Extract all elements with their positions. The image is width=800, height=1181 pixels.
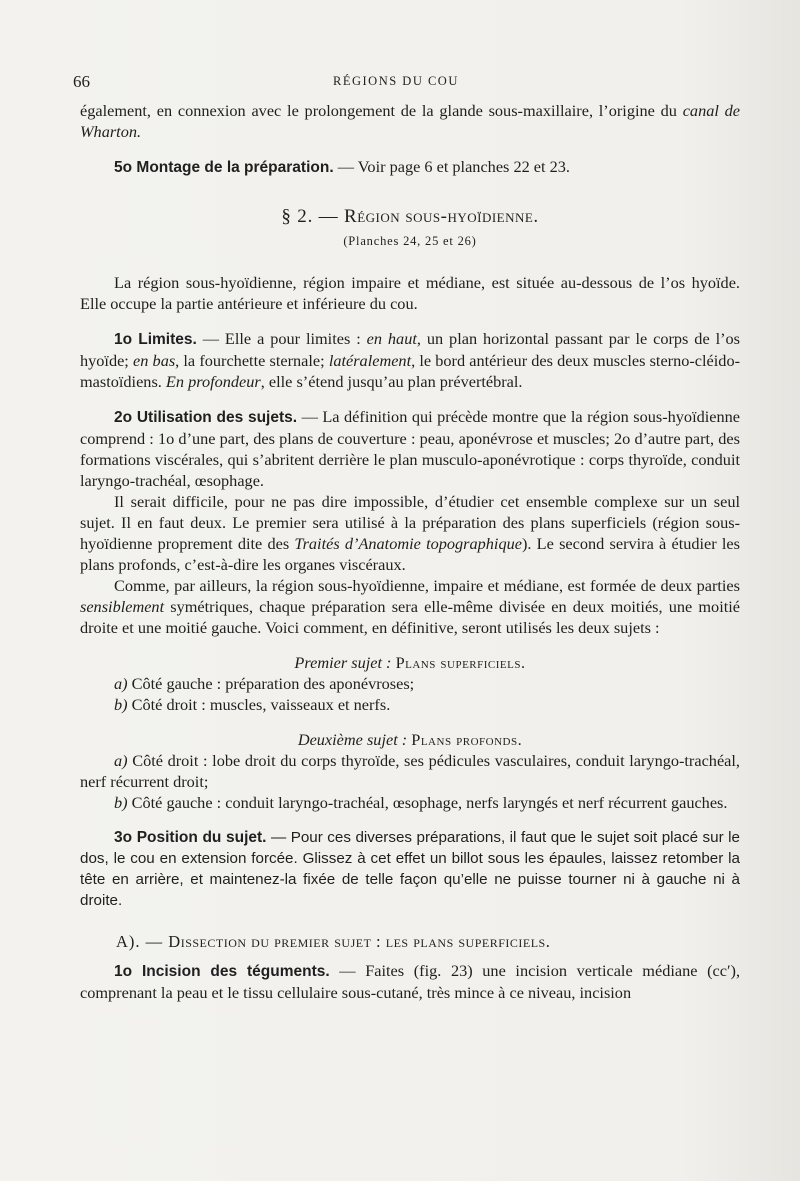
section-2-utilisation: 2o Utilisation des sujets. — La définition qui précède montre que la région sous-hyoïdienne comprend : 1o d’une part, des plans de couverture : peau, aponévrose et muscles; 2o d’autre part, des formations viscérales, qui s’abritent derrière le plan musculo-aponévrotique : corps thyroïde, conduit laryngo-trachéal, œsophage. <box>80 407 740 490</box>
first-subject-item-a: a) Côté gauche : préparation des aponévroses; <box>114 674 415 693</box>
section-2-title: Utilisation des sujets. <box>136 409 298 426</box>
section-5-montage: 5o Montage de la préparation. — Voir page 6 et planches 22 et 23. <box>114 157 570 176</box>
running-title: RÉGIONS DU COU <box>333 74 459 88</box>
incision-paragraph: 1o Incision des téguments. — Faites (fig. 23) une incision verticale médiane (cc′), comprenant la peau et le tissu cellulaire sous-cutané, très mince à ce niveau, incision <box>80 961 741 1002</box>
section-5-title: Montage de la préparation. <box>136 159 334 176</box>
first-subject-heading: Premier sujet : Plans superficiels. <box>294 653 526 672</box>
section-1-limites: 1o Limites. — Elle a pour limites : en haut, un plan horizontal passant par le corps de l’os hyoïde; en bas, la fourchette sternale; latéralement, le bord antérieur des deux muscles sterno-cléido-mastoïdiens. En profondeur, elle s’étend jusqu’au plan prévertébral. <box>80 329 741 391</box>
intro-paragraph: La région sous-hyoïdienne, région impaire et médiane, est située au-dessous de l’os hyoïde. Elle occupe la partie antérieure et inférieure du cou. <box>80 273 740 313</box>
paragraph-comme: Comme, par ailleurs, la région sous-hyoïdienne, impaire et médiane, est formée de deux parties sensiblement symétriques, chaque préparation sera elle-même divisée en deux moitiés, une moitié droite et une moitié gauche. Voici comment, en définitive, seront utilisés les deux sujets : <box>80 576 740 637</box>
running-head <box>0 72 800 96</box>
section-3-title: Position du sujet. <box>136 829 267 846</box>
page-number: 66 <box>73 72 90 91</box>
second-subject-item-b: b) Côté gauche : conduit laryngo-trachéal, œsophage, nerfs laryngés et nerf récurrent gauches. <box>114 793 728 812</box>
page-body <box>80 100 740 1003</box>
paragraph-difficult: Il serait difficile, pour ne pas dire impossible, d’étudier cet ensemble complexe sur un seul sujet. Il en faut deux. Le premier sera utilisé à la préparation des plans superficiels (région sous-hyoïdienne proprement dite des Traités d’Anatomie topographique). Le second servira à étudier les plans profonds, c’est-à-dire les organes viscéraux. <box>80 492 740 574</box>
incision-title: Incision des téguments. <box>141 963 330 980</box>
dissection-heading: A). — Dissection du premier sujet : les plans superficiels. <box>116 932 551 951</box>
continued-paragraph: également, en connexion avec le prolongement de la glande sous-maxillaire, l’origine du canal de Wharton. <box>80 101 741 141</box>
section-heading: § 2. — Région sous-hyoïdienne. <box>281 206 539 227</box>
section-1-title: Limites. <box>138 331 197 348</box>
plates-reference: (Planches 24, 25 et 26) <box>343 234 477 248</box>
first-subject-item-b: b) Côté droit : muscles, vaisseaux et nerfs. <box>114 695 391 714</box>
second-subject-item-a: a) Côté droit : lobe droit du corps thyroïde, ses pédicules vasculaires, conduit laryngo-trachéal, nerf récurrent droit; <box>80 751 740 791</box>
second-subject-heading: Deuxième sujet : Plans profonds. <box>297 730 523 749</box>
section-3-position: 3o Position du sujet. — Pour ces diverses préparations, il faut que le sujet soit placé sur le dos, le cou en extension forcée. Glissez à cet effet un billot sous les épaules, laissez retomber la tête en arrière, et maintenez-la fixée de telle façon qu’elle ne puisse tourner ni à gauche ni à droite. <box>80 829 740 909</box>
